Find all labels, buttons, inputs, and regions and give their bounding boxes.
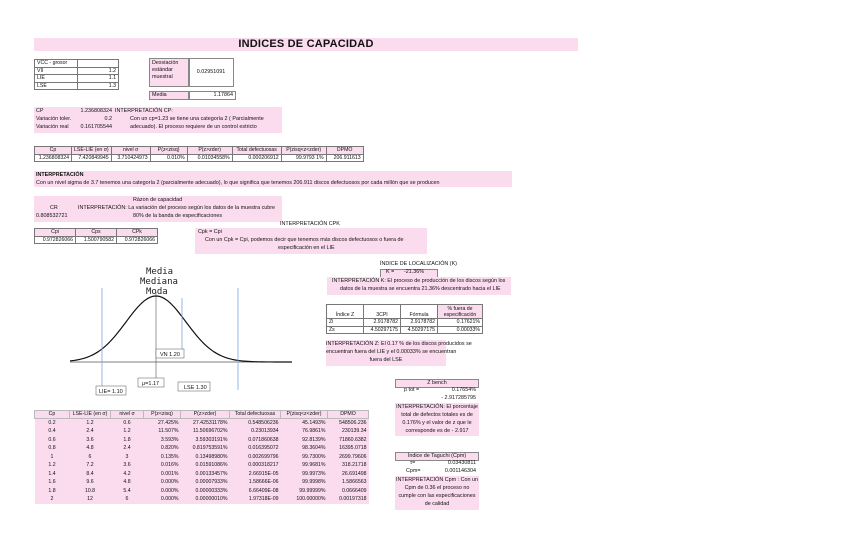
zbench-interp-line4: corresponde es de - 2.917 bbox=[405, 428, 469, 434]
summary-cell: 99.9793 1% bbox=[281, 154, 326, 162]
summary-cell: 1.236808324 bbox=[35, 154, 72, 162]
main-table-cell: 1.6 bbox=[48, 479, 56, 485]
main-table-cell: 1.2 bbox=[86, 419, 94, 426]
lse-label: LSE 1.30 bbox=[184, 385, 207, 391]
input-row-vcc bbox=[35, 60, 119, 68]
main-header: Total defectuosas bbox=[230, 411, 281, 419]
summary-header: DPMO bbox=[326, 147, 363, 155]
cpk-cell: 1.500790582 bbox=[76, 236, 117, 244]
chart-label-moda: Moda bbox=[146, 287, 168, 297]
input-value: 1.2 bbox=[78, 67, 119, 75]
main-table-cell: 5.4 bbox=[123, 487, 131, 494]
cpk-interp-line1: Con un Cpk = Cpi, podemos decir que tenemos más discos defectuosos o fuera de bbox=[205, 237, 404, 243]
k-interp-line2: datos de la muestra se encuentra 21.36% descentrado hacia el LIE bbox=[340, 286, 501, 292]
main-table-cell: 10.8 bbox=[84, 487, 96, 494]
main-table-row bbox=[35, 427, 369, 436]
main-table-cell: 1.4 bbox=[48, 470, 56, 477]
summary-cell: 7.420849945 bbox=[72, 154, 112, 162]
interpretacion-title: INTERPRETACIÓN bbox=[36, 172, 84, 178]
z-cell: Zi bbox=[327, 319, 364, 327]
main-table-cell: 1.2 bbox=[48, 462, 56, 468]
summary-header: P(z<zisq) bbox=[150, 147, 187, 155]
taguchi-interp-line2: Cpm de 0.36 el proceso no bbox=[404, 485, 470, 491]
cp-interp-line2: adecuado). El proceso requiere de un control estricto bbox=[130, 124, 257, 130]
zbench-value1: 0.17654% bbox=[451, 387, 476, 393]
summary-cell: 3.710424973 bbox=[111, 154, 150, 162]
cpk-table bbox=[34, 228, 158, 244]
main-table-cell: 0.13498980% bbox=[195, 453, 228, 460]
variacion-tolerancia-value: 0.2 bbox=[104, 116, 112, 122]
main-table-cell: 0.6 bbox=[48, 436, 56, 443]
main-table-row bbox=[35, 487, 369, 496]
main-header: Cp bbox=[35, 411, 70, 419]
cpk-header: Cps bbox=[76, 229, 117, 237]
page-title: INDICES DE CAPACIDAD bbox=[34, 38, 578, 51]
z-header: Índice Z bbox=[327, 305, 364, 319]
cpk-interp-line2: especificación en el LIE bbox=[278, 245, 335, 251]
taguchi-title: Índice de Taguchi (Cpm) bbox=[395, 452, 479, 461]
cr-heading: Rázon de capacidad bbox=[133, 197, 183, 203]
input-label: LSE bbox=[35, 82, 78, 90]
main-table-cell: 3 bbox=[125, 453, 129, 460]
summary-header: nivel σ bbox=[111, 147, 150, 155]
main-table-cell: 4.2 bbox=[123, 470, 131, 477]
cr-interp-line1: INTERPRETACIÓN: La variación del proceso según los datos de la muestra cubre bbox=[78, 205, 276, 211]
cp-interp-line1: Con un cp=1.23 se tiene una categoría 2 ( Parcialmente bbox=[130, 116, 264, 122]
zbench-interp-line1: INTERPRETACIÓN: El porcentaje bbox=[396, 404, 478, 410]
main-table-cell: 4.8 bbox=[86, 445, 94, 451]
summary-header-row bbox=[35, 147, 364, 155]
taguchi-interp-line3: cumple con las especificaciones bbox=[398, 493, 476, 499]
cpk-cell: 0.972826066 bbox=[35, 236, 76, 244]
summary-cell: 0.010% bbox=[150, 154, 187, 162]
taguchi-cpm-value: 0.001146304 bbox=[444, 468, 476, 474]
main-table-cell: 0.00007933% bbox=[195, 479, 228, 485]
main-table-cell: 92.8139% bbox=[302, 436, 326, 443]
lie-label: LIE= 1.10 bbox=[99, 389, 123, 395]
z-cell: 2.9178782 bbox=[364, 319, 401, 327]
summary-cell: 0.000206912 bbox=[232, 154, 281, 162]
main-table-cell: 318.21718 bbox=[341, 462, 367, 468]
input-row-lie bbox=[35, 75, 119, 83]
z-header: % fuera de especificación bbox=[438, 305, 483, 319]
summary-cell: 0.01034558% bbox=[187, 154, 232, 162]
main-table-cell: 0.001% bbox=[160, 470, 179, 477]
main-table-cell: 1.5866563 bbox=[341, 479, 367, 485]
desviacion-label-line: Desviación bbox=[152, 60, 179, 66]
cr-interp-line2: 80% de la banda de especificaciones bbox=[133, 213, 223, 219]
cpk-value-row bbox=[35, 236, 158, 244]
main-table-cell: 0.002699796 bbox=[248, 453, 279, 460]
main-table-cell: 0.819753591% bbox=[192, 445, 228, 451]
main-header: nivel σ bbox=[111, 411, 144, 419]
chart-label-mediana: Mediana bbox=[140, 277, 178, 287]
main-table-cell: 3.593% bbox=[160, 436, 179, 443]
inputs-block bbox=[34, 59, 119, 90]
main-table-cell: 0.016% bbox=[160, 462, 179, 468]
main-table-cell: 11.507% bbox=[158, 428, 179, 434]
variacion-real-label: Variación real bbox=[36, 124, 69, 130]
main-table-cell: 1 bbox=[50, 453, 54, 460]
main-table-cell: 0.8 bbox=[48, 445, 56, 451]
main-table-cell: 6 bbox=[125, 496, 129, 502]
cpk-interp-title: INTERPRETACIÓN CPK bbox=[280, 221, 340, 227]
cp-label: CP bbox=[36, 108, 44, 114]
main-table-cell: 99.9681% bbox=[302, 462, 326, 468]
main-table-cell: 1.8 bbox=[48, 487, 56, 494]
z-interp-line1: INTERPRETACIÓN Z: El 0.17 % de los discos producidos se bbox=[326, 341, 472, 347]
main-table-cell: 1.2 bbox=[123, 428, 131, 434]
taguchi-tau-value: 0.03430811 bbox=[447, 460, 476, 466]
zbench-value2: - 2.917285795 bbox=[441, 395, 476, 401]
main-table-cell: 230139.34 bbox=[341, 428, 367, 434]
main-table-cell: 0.00197318 bbox=[339, 496, 367, 502]
main-table-cell: 3.6 bbox=[86, 436, 94, 443]
z-cell: 2.9178782 bbox=[401, 319, 438, 327]
main-table-cell: 8.4 bbox=[86, 470, 94, 477]
summary-header: Total defectuosas bbox=[232, 147, 281, 155]
z-header-row bbox=[327, 305, 483, 319]
taguchi-tau-label: τ= bbox=[410, 460, 416, 466]
z-cell: 4.50297175 bbox=[401, 326, 438, 334]
z-cell: Zs bbox=[327, 326, 364, 334]
main-table-cell: 98.3604% bbox=[302, 445, 326, 451]
media-label: Media bbox=[149, 91, 190, 100]
main-header-row bbox=[35, 411, 369, 419]
main-table-cell: 26.691498 bbox=[341, 470, 367, 477]
input-value: 1.3 bbox=[78, 82, 119, 90]
main-table-cell: 2.4 bbox=[123, 445, 131, 451]
cp-interp-title: INTERPRETACIÓN CP: bbox=[115, 108, 173, 114]
main-header: P(zisq<z<zder) bbox=[281, 411, 328, 419]
cr-value: 0.808532721 bbox=[36, 213, 68, 219]
k-title: ÍNDICE DE LOCALIZACIÓN (K) bbox=[380, 261, 457, 267]
main-table-row bbox=[35, 436, 369, 445]
main-table-cell: 0.00000010% bbox=[195, 496, 228, 502]
main-table-cell: 3.59303191% bbox=[195, 436, 228, 443]
main-table-cell: 9.6 bbox=[86, 479, 94, 485]
main-table-cell: 99.7300% bbox=[302, 453, 326, 460]
main-table-cell: 99.9998% bbox=[302, 479, 326, 485]
main-header: P(z<zisq) bbox=[144, 411, 181, 419]
main-table-cell: 0.0666409 bbox=[341, 487, 367, 494]
summary-value-row bbox=[35, 154, 364, 162]
z-header: 3CPI bbox=[364, 305, 401, 319]
main-table-cell: 0.000% bbox=[160, 496, 179, 502]
desviacion-value: 0.02951091 bbox=[188, 58, 234, 87]
taguchi-cpm-label: Cpm= bbox=[406, 468, 421, 474]
main-table-cell: 1.97318E-09 bbox=[248, 496, 279, 502]
summary-header: LSE-LIE (en σ) bbox=[72, 147, 112, 155]
main-table-cell: 6.66409E-08 bbox=[248, 487, 279, 494]
main-table-cell: 1.8 bbox=[123, 436, 131, 443]
main-table-cell: 99.9973% bbox=[302, 470, 326, 477]
main-table-row bbox=[35, 453, 369, 462]
main-table-cell: 0.000% bbox=[160, 479, 179, 485]
main-table-row bbox=[35, 444, 369, 453]
k-interp-line1: INTERPRETACIÓN K: El proceso de producción de los discos según los bbox=[332, 278, 506, 284]
summary-cell: 206.911613 bbox=[326, 154, 363, 162]
summary-table bbox=[34, 146, 364, 162]
main-table bbox=[34, 410, 369, 504]
main-table-row bbox=[35, 470, 369, 479]
main-table-cell: 16395.0718 bbox=[339, 445, 367, 451]
summary-header: P(zisq<z<zder) bbox=[281, 147, 326, 155]
zbench-interp-line2: total de defectos totales es de bbox=[401, 412, 473, 418]
main-table-cell: 12 bbox=[87, 496, 93, 502]
input-label: VII bbox=[35, 67, 78, 75]
main-table-cell: 0.135% bbox=[160, 453, 179, 460]
main-table-cell: 0.00133457% bbox=[195, 470, 228, 477]
cr-label: CR bbox=[50, 205, 58, 211]
zbench-label: p tot = bbox=[404, 387, 420, 393]
main-table-cell: 0.6 bbox=[123, 419, 131, 426]
z-cell: 0.00033% bbox=[438, 326, 483, 334]
normal-curve-chart bbox=[60, 262, 320, 400]
summary-header: P(z>zder) bbox=[187, 147, 232, 155]
z-header: Fórmula bbox=[401, 305, 438, 319]
main-table-row bbox=[35, 478, 369, 487]
main-header: DPMO bbox=[328, 411, 369, 419]
main-header: LSE-LIE (en σ) bbox=[70, 411, 111, 419]
cpk-cell: 0.972826066 bbox=[117, 236, 158, 244]
main-table-cell: 99.99999% bbox=[299, 487, 326, 494]
z-cell: 0.17621% bbox=[438, 319, 483, 327]
z-row-zi bbox=[327, 319, 483, 327]
z-row-zs bbox=[327, 326, 483, 334]
main-table-cell: 45.1493% bbox=[302, 419, 326, 426]
main-table-cell: 2.4 bbox=[86, 428, 94, 434]
taguchi-interp-line4: de calidad bbox=[424, 501, 450, 507]
main-table-cell: 6 bbox=[88, 453, 92, 460]
main-table-cell: 0.2 bbox=[48, 419, 56, 426]
cpk-interp-line0: Cpk = Cpi bbox=[198, 229, 222, 235]
z-table bbox=[326, 304, 483, 334]
zbench-interp-line3: 0.176% y el valor de z que le bbox=[402, 420, 472, 426]
main-header: P(z>zder) bbox=[181, 411, 230, 419]
main-table-cell: 0.23013934 bbox=[251, 428, 279, 434]
main-table-cell: 2699.79606 bbox=[339, 453, 367, 460]
main-table-cell: 100.00000% bbox=[296, 496, 326, 502]
main-table-cell: 27.42531178% bbox=[192, 419, 228, 426]
cpk-header: Cpi bbox=[35, 229, 76, 237]
desviacion-label bbox=[149, 58, 190, 87]
desviacion-label-line: muestral bbox=[152, 74, 173, 80]
main-table-cell: 76.9861% bbox=[302, 428, 326, 434]
media-value: 1.17864 bbox=[188, 91, 236, 100]
main-table-cell: 0.00000333% bbox=[195, 487, 228, 494]
interpretacion-text: Con un nivel sigma de 3.7 tenemos una categoría 2 (parcialmente adecuado), lo que significa que tenemos 206.911 discos defectuosos por cada millón que se producen bbox=[36, 180, 440, 186]
z-interp-line3: fuera del LSE bbox=[369, 357, 403, 363]
main-table-cell: 0.01591086% bbox=[195, 462, 228, 468]
taguchi-interp-line1: INTERPRETACIÓN Cpm : Con un bbox=[396, 477, 478, 483]
chart-label-media: Media bbox=[146, 267, 174, 277]
main-table-cell: 4.8 bbox=[123, 479, 131, 485]
main-table-cell: 27.425% bbox=[158, 419, 179, 426]
main-table-cell: 0.000% bbox=[160, 487, 179, 494]
main-table-row bbox=[35, 418, 369, 427]
cpk-header: CPk bbox=[117, 229, 158, 237]
z-interp-line2: encuentran fuera del LIE y el 0.00033% se encuentran bbox=[326, 349, 457, 355]
main-table-cell: 2.66915E-05 bbox=[248, 470, 279, 477]
input-row-lse bbox=[35, 82, 119, 90]
input-value: 1.1 bbox=[78, 75, 119, 83]
main-table-cell: 0.4 bbox=[48, 428, 56, 434]
main-table-cell: 7.2 bbox=[86, 462, 94, 468]
desviacion-label-line: estándar bbox=[152, 67, 173, 73]
variacion-real-value: 0.161705544 bbox=[80, 124, 112, 130]
main-table-cell: 11.50696702% bbox=[192, 428, 228, 434]
vn-label: VN 1.20 bbox=[160, 352, 180, 358]
main-table-cell: 3.6 bbox=[123, 462, 131, 468]
main-table-row bbox=[35, 461, 369, 470]
variacion-tolerancia-label: Variación toler. bbox=[36, 116, 72, 122]
main-table-cell: 1.58666E-06 bbox=[248, 479, 279, 485]
cpk-header-row bbox=[35, 229, 158, 237]
main-table-cell: 71860.6382 bbox=[339, 436, 367, 443]
main-table-cell: 2 bbox=[50, 496, 54, 502]
main-table-cell: 548506.236 bbox=[339, 419, 367, 426]
cp-value: 1.236808324 bbox=[80, 108, 112, 114]
k-value: -21.36% bbox=[404, 269, 425, 275]
main-table-cell: 0.820% bbox=[160, 445, 179, 451]
zbench-title: Z bench bbox=[395, 379, 479, 388]
main-table-cell: 0.548506236 bbox=[248, 419, 279, 426]
input-row-vii bbox=[35, 67, 119, 75]
main-table-cell: 0.000318217 bbox=[248, 462, 279, 468]
summary-header: Cp bbox=[35, 147, 72, 155]
mu-label: μ=1.17 bbox=[142, 381, 160, 387]
k-label: K = bbox=[386, 269, 395, 275]
input-label: LIE bbox=[35, 75, 78, 83]
input-label: VCC - grosor bbox=[35, 60, 78, 68]
main-table-cell: 0.071860638 bbox=[248, 436, 279, 443]
main-table-row bbox=[35, 495, 369, 504]
z-cell: 4.50297175 bbox=[364, 326, 401, 334]
main-table-cell: 0.016395072 bbox=[248, 445, 279, 451]
input-value bbox=[78, 60, 119, 68]
